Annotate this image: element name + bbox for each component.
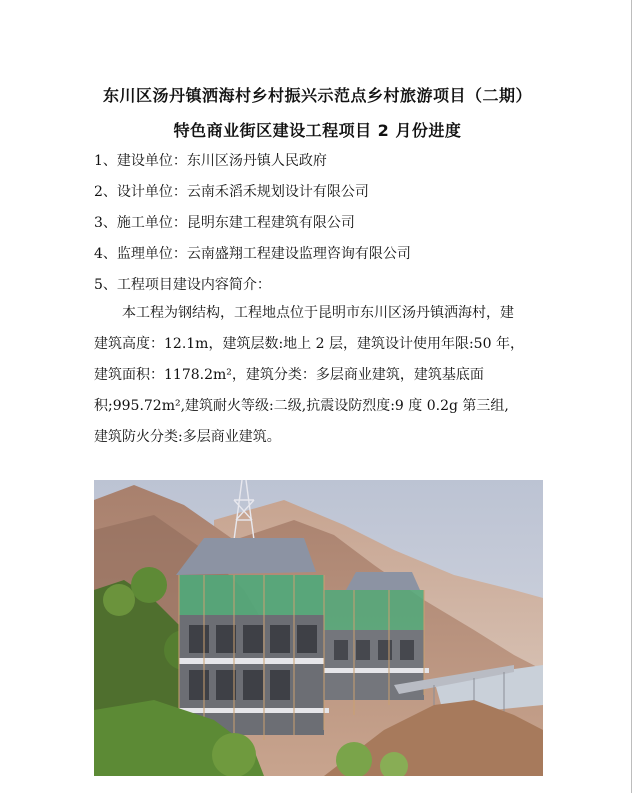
building-right bbox=[324, 572, 429, 700]
document-title-line2: 特色商业街区建设工程项目 2 月份进度 bbox=[173, 121, 462, 140]
item-design-unit: 2、设计单位：云南禾滔禾规划设计有限公司 bbox=[94, 184, 369, 200]
item-construction-unit: 1、建设单位：东川区汤丹镇人民政府 bbox=[94, 153, 327, 169]
shrub bbox=[212, 733, 256, 776]
project-description bbox=[94, 298, 540, 453]
construction-site-photo bbox=[94, 480, 543, 776]
page-edge bbox=[631, 0, 632, 793]
item-supervision-unit: 4、监理单位：云南盛翔工程建设监理咨询有限公司 bbox=[94, 246, 411, 262]
tree bbox=[103, 584, 135, 616]
description-line: 积;995.72m²,建筑耐火等级:二级,抗震设防烈度:9 度 0.2g 第三组, bbox=[94, 398, 509, 414]
description-line: 本工程为钢结构，工程地点位于昆明市东川区汤丹镇洒海村，建 bbox=[94, 305, 514, 321]
description-line: 建筑防火分类:多层商业建筑。 bbox=[94, 429, 281, 445]
document-title-line1: 东川区汤丹镇洒海村乡村振兴示范点乡村旅游项目（二期） bbox=[102, 86, 532, 105]
building-left bbox=[176, 538, 329, 735]
item-builder-unit: 3、施工单位：昆明东建工程建筑有限公司 bbox=[94, 215, 355, 231]
description-line: 建筑高度：12.1m，建筑层数:地上 2 层，建筑设计使用年限:50 年， bbox=[94, 336, 524, 352]
description-line: 建筑面积：1178.2m²，建筑分类：多层商业建筑，建筑基底面 bbox=[94, 367, 484, 383]
item-project-intro-heading: 5、工程项目建设内容简介： bbox=[94, 277, 271, 293]
tree bbox=[131, 567, 167, 603]
